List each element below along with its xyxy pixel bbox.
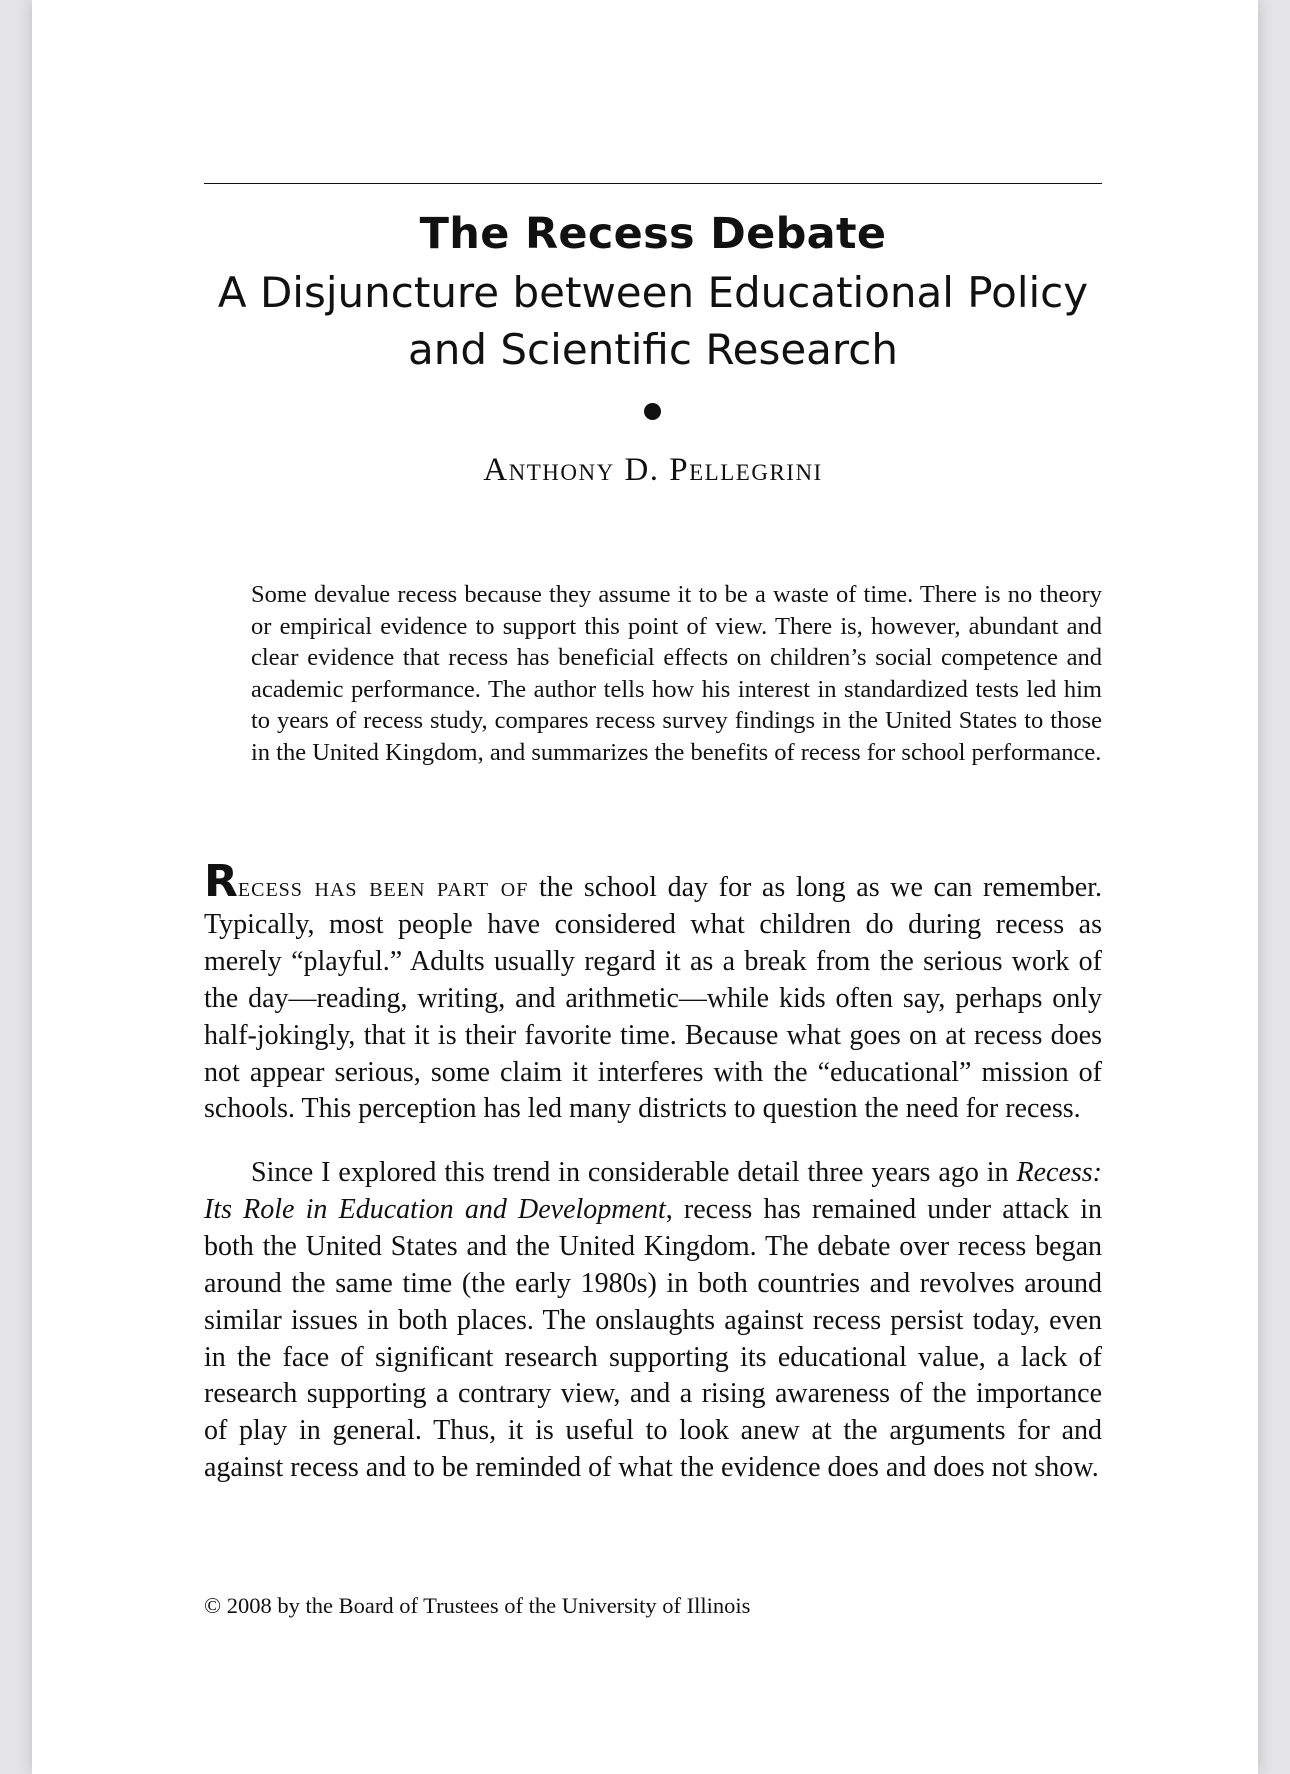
document-page	[32, 0, 1258, 1774]
book-title: Recess: Its Role in Education and Development	[204, 1157, 1102, 1225]
paragraph-2-text-before: Since I explored this trend in considerable detail three years ago in	[251, 1157, 1017, 1188]
abstract: Some devalue recess because they assume it to be a waste of time. There is no theory or empirical evidence to support this point of view. There is, however, abundant and clear evidence that recess has beneficial effects on children’s social competence and academic performance. The author tells how his interest in standardized tests led him to years of recess study, compares recess survey findings in the United States to those in the United Kingdom, and summarizes the benefits of recess for school performance.	[251, 581, 1102, 766]
paragraph-2-text-after: , recess has remained under attack in both the United States and the United Kingdom. The debate over recess began around the same time (the early 1980s) in both countries and revolves around similar issues in both places. The onslaughts against recess persist today, even in the face of significant research supporting its educational value, a lack of research supporting a contrary view, and a rising awareness of the importance of play in general. Thus, it is useful to look anew at the arguments for and against recess and to be reminded of what the evidence does and does not show.	[204, 1193, 1103, 1484]
body-paragraph-2	[204, 1155, 1102, 1487]
article-title: The Recess Debate	[419, 209, 887, 259]
paragraph-1-text: the school day for as long as we can remember. Typically, most people have considered what children do during recess as merely “playful.” Adults usually regard it as a break from the serious work of the day—reading, writing, and arithmetic—while kids often say, perhaps only half-jokingly, that it is their favorite time. Because what goes on at recess does not appear serious, some claim it interferes with the “educational” mission of schools. This perception has led many districts to question the need for recess.	[204, 872, 1102, 1125]
lead-in-smallcaps: ecess has been part of	[237, 872, 529, 903]
drop-cap: R	[204, 856, 238, 907]
subtitle-line-1: A Disjuncture between Educational Policy	[217, 268, 1089, 317]
copyright-notice: © 2008 by the Board of Trustees of the University of Illinois	[204, 1593, 751, 1618]
author-name: Anthony D. Pellegrini	[483, 452, 823, 488]
header-rule	[204, 183, 1102, 184]
body-paragraph-1	[204, 856, 1102, 1128]
subtitle-line-2: and Scientific Research	[408, 325, 898, 374]
article-subtitle	[194, 264, 1112, 378]
separator-bullet	[644, 403, 661, 420]
